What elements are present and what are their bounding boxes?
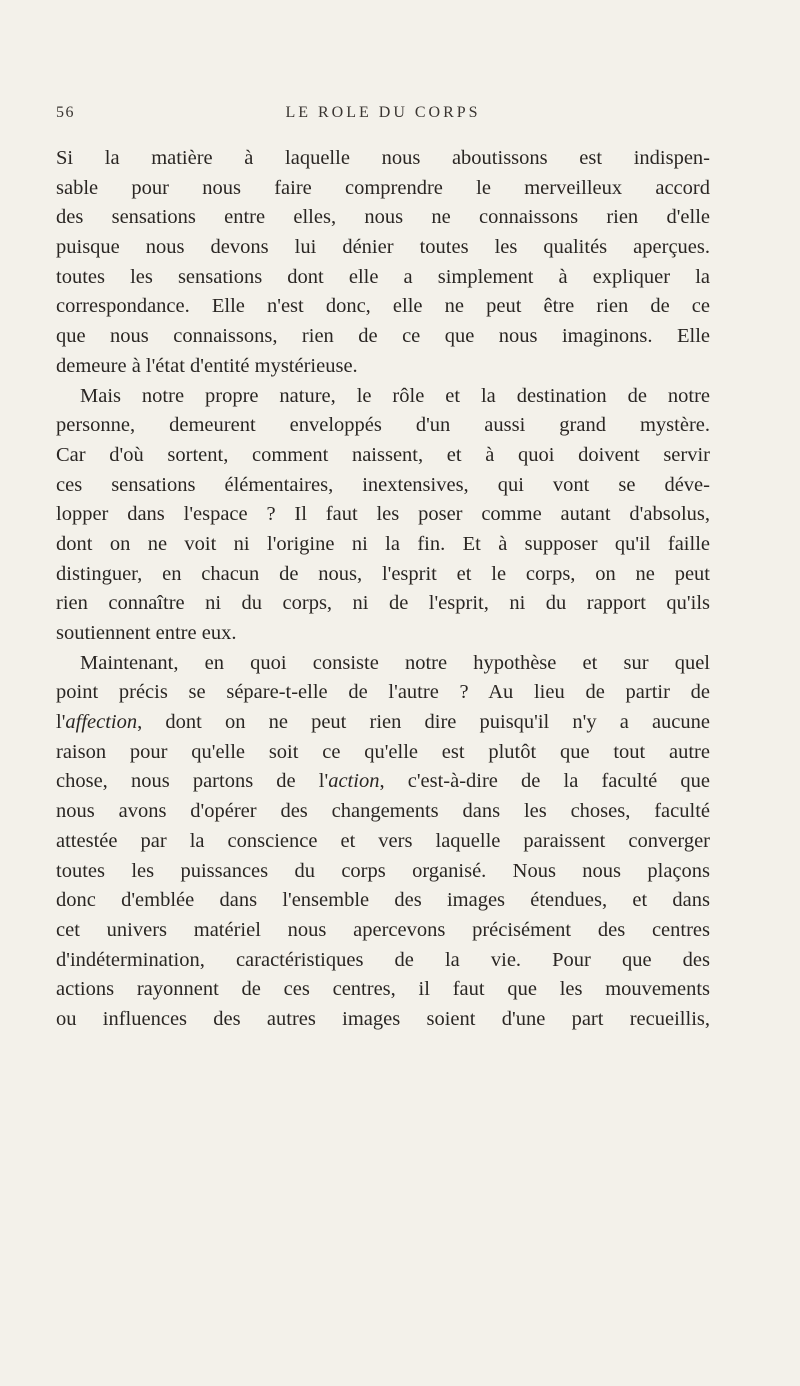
italic-term-affection: affection	[65, 711, 138, 734]
text-line	[56, 708, 710, 738]
text-line: correspondance. Elle n'est donc, elle ne peut être rien de ce	[56, 295, 710, 318]
text-line: Maintenant, en quoi consiste notre hypothèse et sur quel	[80, 651, 710, 674]
italic-term-action: action	[328, 770, 380, 793]
text-line: point précis se sépare-t-elle de l'autre ? Au lieu de partir de	[56, 681, 710, 704]
page-header	[56, 104, 710, 128]
text-line: attestée par la conscience et vers laquelle paraissent converger	[56, 829, 710, 852]
text-line: distinguer, en chacun de nous, l'esprit et le corps, on ne peut	[56, 562, 710, 585]
text-line: toutes les puissances du corps organisé. Nous nous plaçons	[56, 859, 710, 882]
text-line: puisque nous devons lui dénier toutes les qualités aperçues.	[56, 236, 710, 259]
text-line: d'indétermination, caractéristiques de la vie. Pour que des	[56, 948, 710, 971]
text-line: ces sensations élémentaires, inextensives, qui vont se déve-	[56, 473, 710, 496]
text-segment: , c'est-à-dire de la faculté que	[379, 770, 710, 793]
page-number: 56	[56, 104, 75, 121]
running-title: LE ROLE DU CORPS	[285, 104, 481, 121]
text-line	[56, 767, 710, 797]
text-segment: l'	[56, 711, 66, 734]
text-line: Car d'où sortent, comment naissent, et à quoi doivent servir	[56, 443, 710, 466]
text-line: Mais notre propre nature, le rôle et la destination de notre	[80, 384, 710, 407]
text-line: cet univers matériel nous apercevons précisément des centres	[56, 918, 710, 941]
body-text	[56, 144, 710, 1035]
text-line: des sensations entre elles, nous ne connaissons rien d'elle	[56, 206, 710, 229]
text-line: rien connaître ni du corps, ni de l'esprit, ni du rapport qu'ils	[56, 592, 710, 615]
text-line: personne, demeurent enveloppés d'un aussi grand mystère.	[56, 414, 710, 437]
text-line: sable pour nous faire comprendre le merveilleux accord	[56, 176, 710, 199]
text-line: lopper dans l'espace ? Il faut les poser comme autant d'absolus,	[56, 503, 710, 526]
text-line: dont on ne voit ni l'origine ni la fin. Et à supposer qu'il faille	[56, 532, 710, 555]
text-line: toutes les sensations dont elle a simplement à expliquer la	[56, 265, 710, 288]
text-line: demeure à l'état d'entité mystérieuse.	[56, 354, 358, 377]
text-line: Si la matière à laquelle nous aboutissons est indispen-	[56, 147, 710, 169]
text-line: que nous connaissons, rien de ce que nous imaginons. Elle	[56, 325, 710, 348]
text-segment: chose, nous partons de l'	[56, 770, 329, 793]
text-line: raison pour qu'elle soit ce qu'elle est plutôt que tout autre	[56, 740, 710, 763]
text-line: donc d'emblée dans l'ensemble des images étendues, et dans	[56, 889, 710, 912]
text-segment: , dont on ne peut rien dire puisqu'il n'y a aucune	[137, 711, 710, 734]
text-line: soutiennent entre eux.	[56, 622, 237, 644]
text-line: actions rayonnent de ces centres, il faut que les mouvements	[56, 978, 710, 1001]
text-line: ou influences des autres images soient d'une part recueillis,	[56, 1007, 710, 1030]
text-line: nous avons d'opérer des changements dans les choses, faculté	[56, 800, 710, 823]
